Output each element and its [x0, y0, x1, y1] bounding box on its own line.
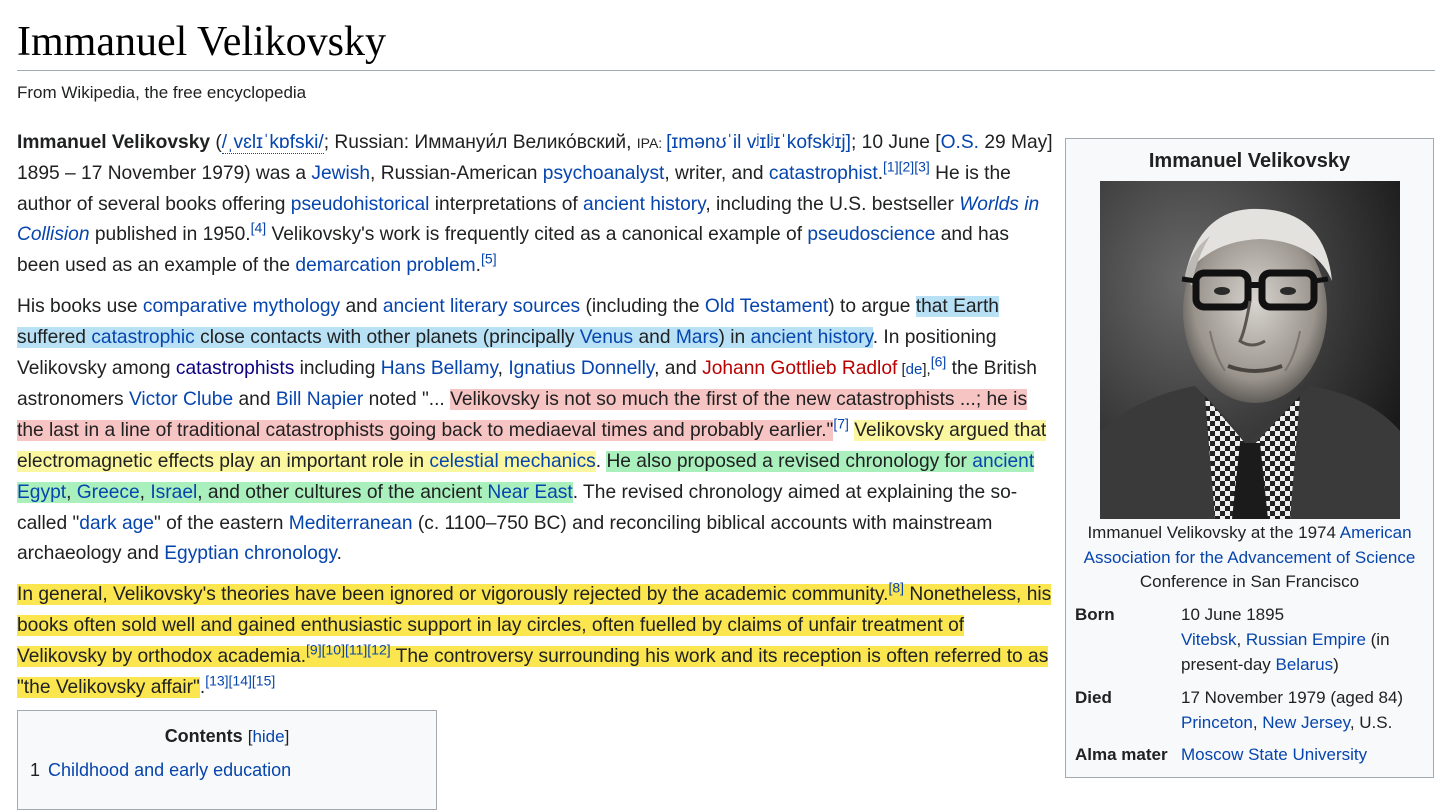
dark-age-link[interactable]: dark age: [79, 512, 154, 534]
article-body: [17, 128, 1053, 713]
belarus-link[interactable]: Belarus: [1275, 655, 1334, 674]
text: , and: [654, 357, 703, 379]
toc-item-link[interactable]: Childhood and early education: [48, 760, 292, 780]
ipa-label: IPA:: [636, 135, 667, 151]
text: [: [247, 727, 253, 746]
near-east-link[interactable]: Near East: [487, 481, 573, 503]
demarcation-problem-link[interactable]: demarcation problem: [295, 255, 476, 277]
ref-3[interactable]: [3]: [914, 158, 930, 175]
page-title: Immanuel Velikovsky: [17, 16, 1435, 71]
text: Nonetheless, his books often sold well and gained enthusiastic support in lay circles, often fuelled by claims of unfair treatment of Velikovsky by orthodox academia.: [17, 584, 1052, 667]
russian-empire-link[interactable]: Russian Empire: [1245, 630, 1366, 649]
portrait-image: [1100, 181, 1400, 519]
johann-radlof-link[interactable]: Johann Gottlieb Radlof: [702, 357, 898, 379]
text: " of the eastern: [153, 512, 289, 534]
greece-link[interactable]: Greece: [76, 481, 140, 503]
text: .: [595, 450, 607, 472]
text: ) to argue: [828, 295, 916, 317]
ref-15[interactable]: [15]: [251, 672, 276, 689]
text: that Earth suffered: [17, 295, 999, 348]
born-label: Born: [1075, 605, 1115, 624]
text: .: [336, 543, 343, 565]
text: .: [199, 676, 206, 698]
text: published in 1950.: [89, 224, 251, 246]
ignatius-donnelly-link[interactable]: Ignatius Donnelly: [508, 357, 655, 379]
text: ,: [66, 481, 77, 503]
hans-bellamy-link[interactable]: Hans Bellamy: [380, 357, 498, 379]
site-tagline: From Wikipedia, the free encyclopedia: [17, 83, 307, 102]
princeton-link[interactable]: Princeton: [1181, 713, 1253, 732]
pseudoscience-link[interactable]: pseudoscience: [807, 224, 936, 246]
text: . The revised chronology aimed at explaining the so-called ": [17, 481, 1018, 534]
toc-item-number: 1: [30, 760, 41, 780]
ipa-link[interactable]: [ɪmənʊˈil vʲɪlʲɪˈkofskʲɪj]: [666, 132, 852, 153]
pseudohistorical-link[interactable]: pseudohistorical: [290, 193, 430, 215]
text: ,: [1236, 630, 1246, 649]
new-jersey-link[interactable]: New Jersey: [1262, 713, 1350, 732]
text: including: [294, 357, 381, 379]
text: .: [475, 255, 482, 277]
ref-13[interactable]: [13]: [205, 672, 229, 689]
text: , writer, and: [664, 162, 769, 184]
text: , Russian-American: [370, 162, 543, 184]
text: ,: [1252, 713, 1263, 732]
text: ): [1333, 655, 1339, 674]
old-style-link[interactable]: O.S.: [940, 132, 980, 153]
aaas-link[interactable]: American Association for the Advancement of Science: [1083, 523, 1416, 567]
moscow-state-university-link[interactable]: Moscow State University: [1181, 745, 1368, 764]
toc-hide-toggle[interactable]: hide: [252, 727, 285, 746]
text: Velikovsky argued that electromagnetic effects play an important role in: [17, 420, 1047, 472]
paragraph-intro: [17, 128, 1053, 282]
died-date: 17 November 1979 (aged 84): [1181, 688, 1404, 707]
text: He also proposed a revised chronology for: [606, 450, 973, 472]
old-testament-link[interactable]: Old Testament: [704, 295, 829, 317]
text: ) in: [718, 326, 751, 348]
infobox: [1065, 138, 1434, 778]
text: His books use: [17, 295, 143, 317]
text: ,: [497, 357, 509, 379]
text: 29 May] 1895 – 17 November 1979) was a: [17, 132, 1053, 184]
ref-14[interactable]: [14]: [228, 672, 252, 689]
born-date: 10 June 1895: [1181, 605, 1285, 624]
catastrophic-link[interactable]: catastrophic: [91, 326, 195, 348]
mediterranean-link[interactable]: Mediterranean: [288, 512, 413, 534]
text: Conference in San Francisco: [1139, 572, 1360, 591]
text: and: [633, 326, 676, 348]
text: , U.S.: [1349, 713, 1393, 732]
ref-5[interactable]: [5]: [481, 250, 497, 267]
born-value: [1181, 602, 1421, 677]
ancient-literary-sources-link[interactable]: ancient literary sources: [382, 295, 581, 317]
ref-9[interactable]: [9]: [306, 641, 322, 658]
text: ],: [922, 360, 931, 378]
catastrophist-link[interactable]: catastrophist: [768, 162, 878, 184]
ref-4[interactable]: [4]: [250, 220, 267, 236]
worlds-in-collision-link[interactable]: Worlds in Collision: [17, 193, 1040, 246]
highlight-gold: [17, 579, 1052, 698]
text: .: [877, 162, 884, 184]
ref-2[interactable]: [2]: [898, 158, 915, 175]
text: In general, Velikovsky's theories have been ignored or vigorously rejected by the academic community.: [17, 584, 889, 606]
text: ]: [284, 727, 290, 746]
mars-link[interactable]: Mars: [675, 326, 719, 348]
jewish-link[interactable]: Jewish: [311, 162, 371, 184]
text: the British astronomers: [17, 357, 1037, 411]
text: ,: [139, 481, 151, 503]
ancient-egypt-link[interactable]: ancient Egypt: [17, 450, 1035, 503]
ref-11[interactable]: [11]: [344, 641, 368, 658]
paragraph-reception: [17, 580, 1053, 703]
toc-title: Contents: [164, 726, 243, 746]
toc-item[interactable]: [30, 759, 291, 781]
catastrophists-link[interactable]: catastrophists: [175, 357, 295, 379]
table-of-contents: [17, 710, 437, 810]
text: interpretations of: [429, 193, 584, 215]
ref-12[interactable]: [12]: [367, 641, 391, 658]
text: . In positioning Velikovsky among: [17, 326, 997, 379]
text: He is the author of several books offering: [17, 162, 1011, 215]
died-label: Died: [1075, 688, 1112, 707]
alma-mater-label: Alma mater: [1075, 745, 1168, 764]
celestial-mechanics-link[interactable]: celestial mechanics: [429, 450, 596, 472]
text: The controversy surrounding his work and its reception is often referred to as "the Velikovsky affair": [17, 645, 1049, 698]
ancient-history-link[interactable]: ancient history: [583, 193, 706, 215]
ref-1[interactable]: [1]: [883, 158, 899, 175]
ref-6[interactable]: [6]: [930, 353, 947, 370]
infobox-title: Immanuel Velikovsky: [1148, 150, 1351, 172]
egyptian-chronology-link[interactable]: Egyptian chronology: [164, 543, 337, 565]
text: noted "...: [363, 389, 451, 411]
psychoanalyst-link[interactable]: psychoanalyst: [542, 162, 665, 184]
israel-link[interactable]: Israel: [150, 481, 198, 503]
bill-napier-link[interactable]: Bill Napier: [275, 389, 364, 411]
portrait-caption: [1066, 521, 1433, 595]
text: and has been used as an example of the: [17, 224, 1009, 277]
text: ; 10 June [: [851, 132, 941, 153]
text: and: [340, 295, 383, 317]
text: (c. 1100–750 BC) and reconciling biblical accounts with mainstream archaeology and: [17, 512, 993, 565]
text: and: [233, 389, 276, 411]
pronunciation-link[interactable]: /ˌvɛlɪˈkɒfski/: [221, 132, 324, 153]
victor-clube-link[interactable]: Victor Clube: [128, 389, 234, 411]
text: , and other cultures of the ancient: [197, 481, 488, 503]
toc-heading: [18, 725, 436, 748]
ref-7[interactable]: [7]: [833, 415, 849, 432]
text: (including the: [580, 295, 705, 317]
venus-link[interactable]: Venus: [579, 326, 634, 348]
text: (in present-day: [1181, 630, 1390, 674]
died-value: [1181, 685, 1421, 735]
text: Velikovsky's work is frequently cited as a canonical example of: [266, 224, 808, 246]
ancient-history-link-2[interactable]: ancient history: [750, 326, 873, 348]
ref-10[interactable]: [10]: [321, 641, 345, 658]
vitebsk-link[interactable]: Vitebsk: [1181, 630, 1237, 649]
paragraph-theories: [17, 292, 1053, 570]
text: Immanuel Velikovsky at the 1974: [1087, 523, 1340, 542]
text: close contacts with other planets (principally: [194, 326, 580, 348]
text: ; Russian: Иммануи́л Велико́вский,: [323, 132, 637, 153]
portrait-photo[interactable]: [1100, 181, 1400, 519]
de-interlanguage-link[interactable]: de: [905, 360, 923, 378]
ref-8[interactable]: [8]: [888, 579, 905, 596]
alma-mater-value: [1181, 742, 1421, 767]
text: (: [210, 132, 222, 153]
comparative-mythology-link[interactable]: comparative mythology: [142, 295, 341, 317]
highlight-red-quote: Velikovsky is not so much the first of the new catastrophists ...; he is the last in a line of traditional catastrophists going back to mediaeval times and probably earlier.": [17, 389, 1028, 442]
text: [: [897, 360, 906, 378]
subject-name: Immanuel Velikovsky: [17, 132, 211, 153]
text: , including the U.S. bestseller: [705, 193, 960, 215]
